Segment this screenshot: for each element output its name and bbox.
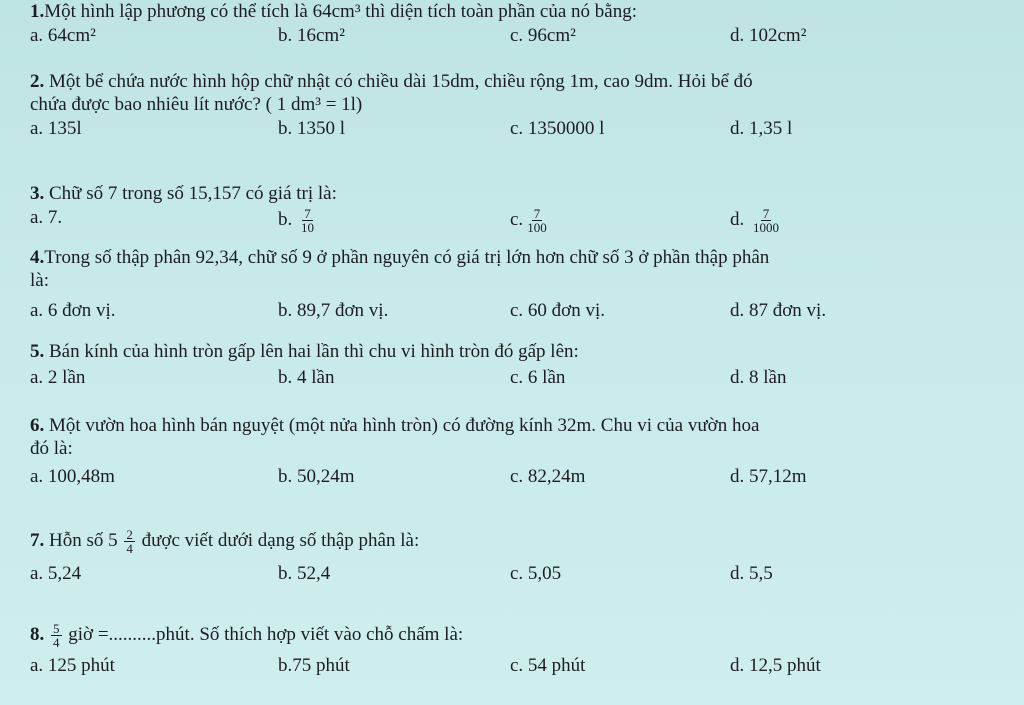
fraction: $\frac{2}{4}$ xyxy=(126,527,133,556)
question-text-after: được viết dưới dạng số thập phân là: xyxy=(141,529,420,551)
question-number: 6. xyxy=(30,415,45,436)
option-d[interactable]: d. 102cm² xyxy=(730,25,807,46)
question-text: Một hình lập phương có thể tích là 64cm³ thì diện tích toàn phần của nó bằng: xyxy=(44,1,637,22)
option-d[interactable]: d. 57,12m xyxy=(730,466,807,487)
question-text: Bán kính của hình tròn gấp lên hai lần thì chu vi hình tròn đó gấp lên: xyxy=(49,341,579,362)
question-2 xyxy=(30,70,1004,144)
option-b[interactable]: b. 4 lần xyxy=(278,367,335,388)
options-row xyxy=(30,300,1004,326)
question-text: Một bể chứa nước hình hộp chữ nhật có chiều dài 15dm, chiều rộng 1m, cao 9dm. Hỏi bể đó xyxy=(49,71,753,92)
option-a[interactable]: a. 5,24 xyxy=(30,563,82,584)
options-row xyxy=(30,118,1004,144)
option-d[interactable]: d. 12,5 phút xyxy=(730,655,821,676)
question-number: 3. xyxy=(30,183,45,204)
question-1 xyxy=(30,0,1004,51)
question-text: Trong số thập phân 92,34, chữ số 9 ở phần nguyên có giá trị lớn hơn chữ số 3 ở phần thập phân xyxy=(44,247,770,268)
question-text-cont: là: xyxy=(30,270,49,291)
option-c[interactable]: c. 96cm² xyxy=(510,25,576,46)
question-3 xyxy=(30,182,1004,239)
option-b[interactable]: b. $\frac{7}{10}$ xyxy=(278,206,314,235)
question-number: 4. xyxy=(30,247,45,268)
option-d[interactable]: d. 5,5 xyxy=(730,563,773,584)
option-c[interactable]: c. 82,24m xyxy=(510,466,586,487)
options-row xyxy=(30,367,1004,393)
question-text: giờ =..........phút. Số thích hợp viết vào chỗ chấm là: xyxy=(68,623,464,645)
fraction: $\frac{7}{10}$ xyxy=(301,206,314,235)
question-text: Hỗn số 5 xyxy=(49,529,118,551)
option-b[interactable]: b.75 phút xyxy=(278,655,350,676)
option-c[interactable]: c. 6 lần xyxy=(510,367,566,388)
fraction: $\frac{7}{100}$ xyxy=(527,206,547,235)
question-text: Một vườn hoa hình bán nguyệt (một nửa hình tròn) có đường kính 32m. Chu vi của vườn hoa xyxy=(49,415,760,436)
option-b[interactable]: b. 1350 l xyxy=(278,118,346,139)
question-number: 2. xyxy=(30,71,45,92)
option-c[interactable]: c. $\frac{7}{100}$ xyxy=(510,206,547,235)
option-c[interactable]: c. 1350000 l xyxy=(510,118,605,139)
option-a[interactable]: a. 7. xyxy=(30,207,63,228)
fraction: $\frac{5}{4}$ xyxy=(53,621,60,650)
question-8 xyxy=(30,622,1004,681)
option-a[interactable]: a. 125 phút xyxy=(30,655,115,676)
option-a[interactable]: a. 2 lần xyxy=(30,367,86,388)
option-d[interactable]: d. $\frac{7}{1000}$ xyxy=(730,206,779,235)
option-a[interactable]: a. 64cm² xyxy=(30,25,96,46)
option-b[interactable]: b. 16cm² xyxy=(278,25,345,46)
option-c[interactable]: c. 54 phút xyxy=(510,655,586,676)
option-a[interactable]: a. 100,48m xyxy=(30,466,115,487)
question-4 xyxy=(30,246,1004,326)
question-text-cont: chứa được bao nhiêu lít nước? ( 1 dm³ = 1l) xyxy=(30,94,363,115)
option-a[interactable]: a. 135l xyxy=(30,118,82,139)
option-b[interactable]: b. 50,24m xyxy=(278,466,355,487)
option-d[interactable]: d. 1,35 l xyxy=(730,118,793,139)
options-row xyxy=(30,655,1004,681)
question-number: 1. xyxy=(30,1,45,22)
option-b[interactable]: b. 89,7 đơn vị. xyxy=(278,300,389,321)
option-c[interactable]: c. 60 đơn vị. xyxy=(510,300,606,321)
options-row xyxy=(30,207,1004,239)
option-d[interactable]: d. 8 lần xyxy=(730,367,787,388)
options-row xyxy=(30,25,1004,51)
option-b[interactable]: b. 52,4 xyxy=(278,563,331,584)
options-row xyxy=(30,466,1004,492)
question-text-cont: đó là: xyxy=(30,438,73,459)
question-5 xyxy=(30,340,1004,393)
question-number: 7. xyxy=(30,529,45,551)
option-a[interactable]: a. 6 đơn vị. xyxy=(30,300,116,321)
option-c[interactable]: c. 5,05 xyxy=(510,563,562,584)
option-d[interactable]: d. 87 đơn vị. xyxy=(730,300,827,321)
question-number: 8. xyxy=(30,623,45,645)
question-6 xyxy=(30,414,1004,492)
options-row xyxy=(30,563,1004,589)
question-7 xyxy=(30,528,1004,589)
question-number: 5. xyxy=(30,341,45,362)
question-text: Chữ số 7 trong số 15,157 có giá trị là: xyxy=(49,183,337,204)
fraction: $\frac{7}{1000}$ xyxy=(753,206,779,235)
